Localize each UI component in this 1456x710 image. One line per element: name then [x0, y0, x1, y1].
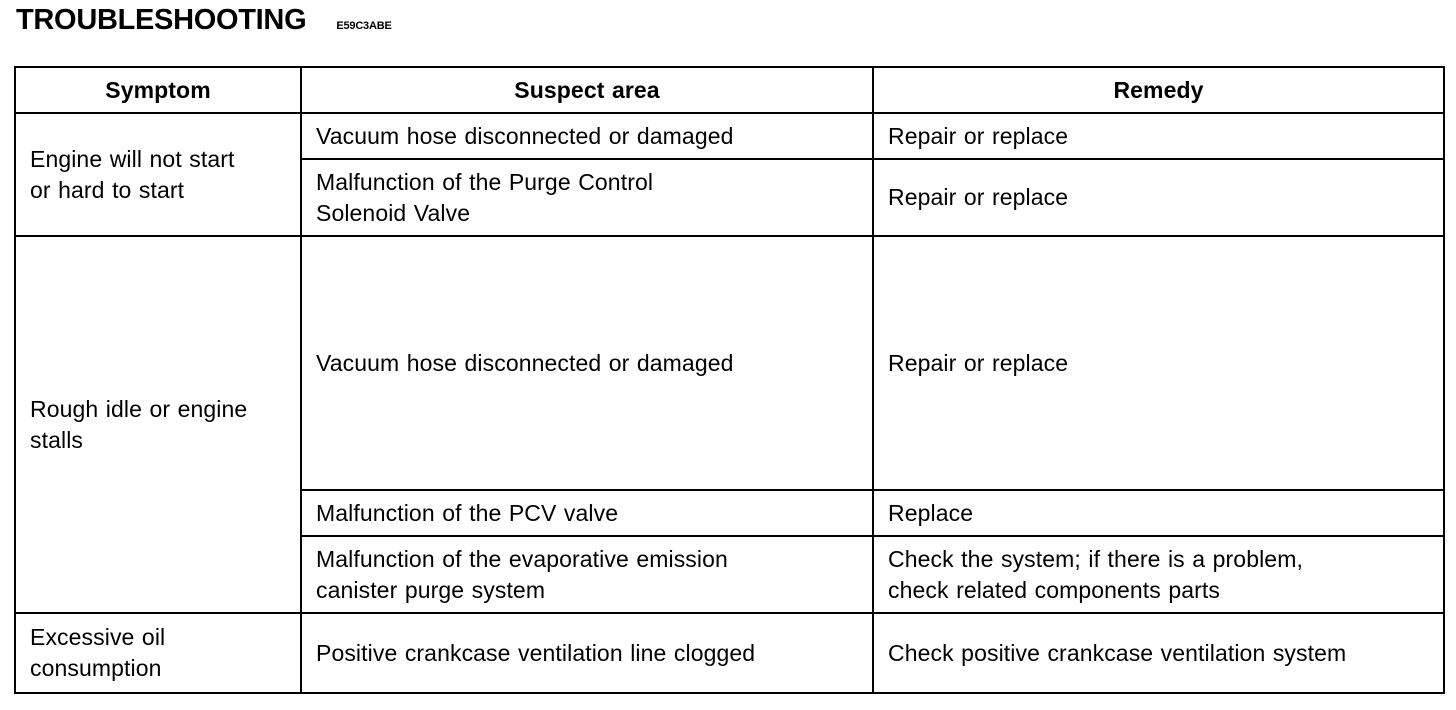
symptom-cell: Engine will not start or hard to start [15, 113, 301, 236]
table-row [15, 113, 1444, 159]
suspect-area-cell: Malfunction of the Purge Control Solenoid Valve [301, 159, 873, 236]
remedy-cell: Replace [873, 490, 1444, 536]
page-title: TROUBLESHOOTING [16, 4, 307, 36]
header-remedy: Remedy [873, 67, 1444, 113]
remedy-cell: Check positive crankcase ventilation system [873, 613, 1444, 693]
symptom-cell: Excessive oil consumption [15, 613, 301, 693]
remedy-cell: Repair or replace [873, 236, 1444, 490]
document-code: E59C3ABE [336, 20, 392, 32]
suspect-area-cell: Vacuum hose disconnected or damaged [301, 236, 873, 490]
table-row [15, 236, 1444, 490]
suspect-area-cell: Malfunction of the evaporative emission canister purge system [301, 536, 873, 613]
header-suspect-area: Suspect area [301, 67, 873, 113]
remedy-cell: Check the system; if there is a problem, check related components parts [873, 536, 1444, 613]
suspect-area-cell: Vacuum hose disconnected or damaged [301, 113, 873, 159]
table-header-row [15, 67, 1444, 113]
page-heading [16, 4, 392, 48]
table-row [15, 613, 1444, 693]
symptom-cell: Rough idle or engine stalls [15, 236, 301, 613]
troubleshooting-table [14, 66, 1445, 694]
remedy-cell: Repair or replace [873, 159, 1444, 236]
suspect-area-cell: Positive crankcase ventilation line clogged [301, 613, 873, 693]
remedy-cell: Repair or replace [873, 113, 1444, 159]
header-symptom: Symptom [15, 67, 301, 113]
suspect-area-cell: Malfunction of the PCV valve [301, 490, 873, 536]
